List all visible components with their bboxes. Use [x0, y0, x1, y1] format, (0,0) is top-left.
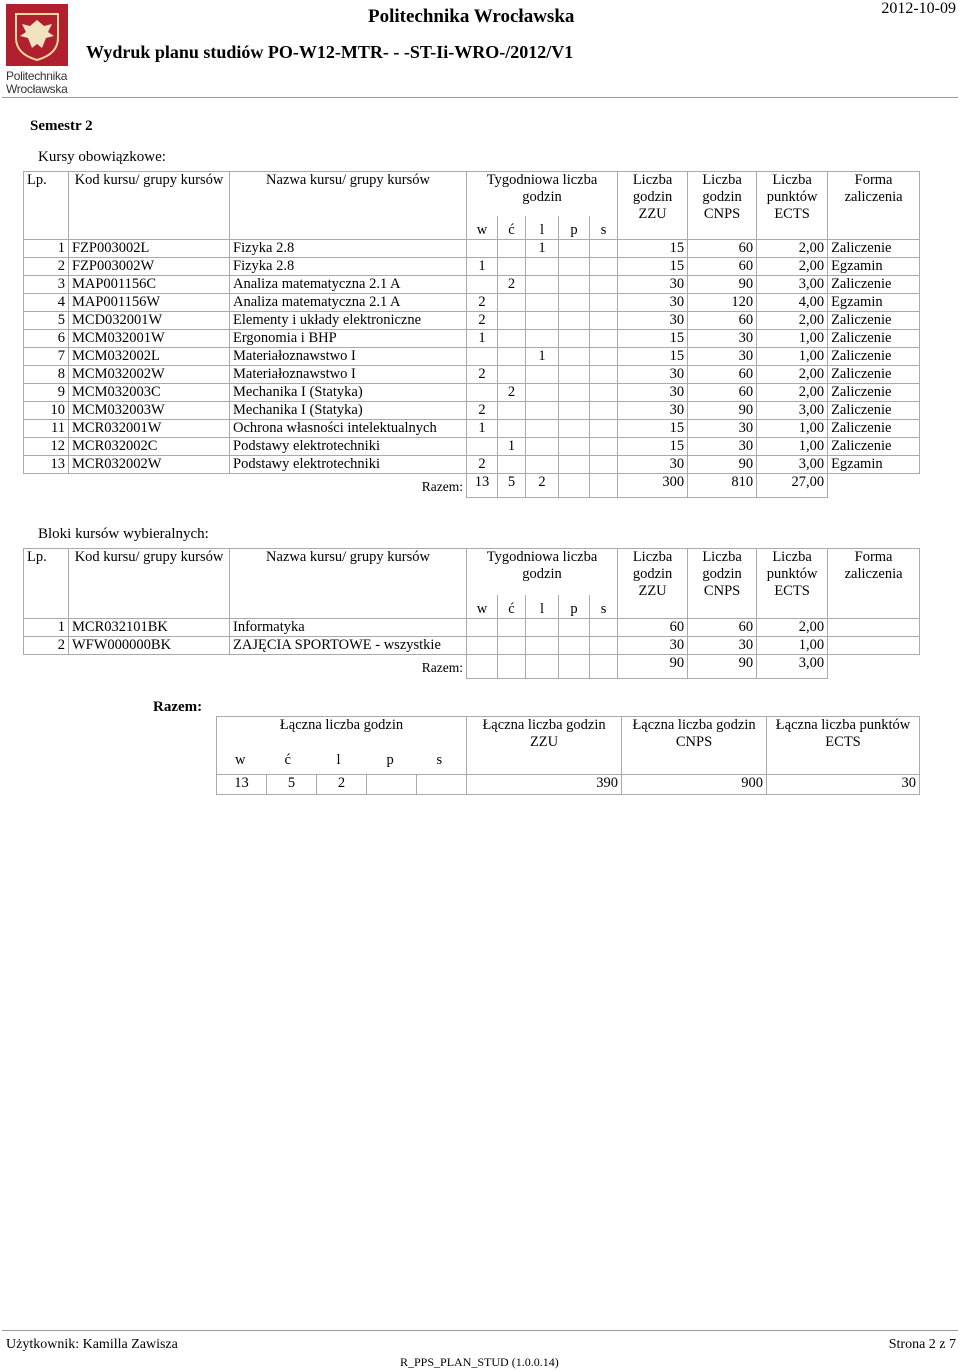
cell-code: MAP001156C [69, 276, 230, 294]
cell-zzu: 60 [618, 619, 688, 637]
cell-p [559, 312, 590, 330]
cell-w: 2 [467, 366, 498, 384]
logo-text: Politechnika Wrocławska [6, 69, 68, 96]
header-l: l [526, 595, 559, 619]
header-s: s [590, 216, 618, 240]
cell-zzu: 15 [618, 330, 688, 348]
cell-zzu: 30 [618, 384, 688, 402]
header-p: p [559, 216, 590, 240]
cell-code: MCM032003W [69, 402, 230, 420]
cell-l [526, 366, 559, 384]
mandatory-courses-table [23, 171, 920, 498]
cell-w: 1 [467, 420, 498, 438]
cell-cnps: 30 [688, 637, 757, 655]
summary-header-s: s [417, 747, 467, 775]
cell-c [498, 258, 526, 276]
cell-ects: 2,00 [757, 312, 828, 330]
cell-code: MCM032003C [69, 384, 230, 402]
cell-p [559, 420, 590, 438]
cell-p [559, 619, 590, 637]
cell-s [590, 276, 618, 294]
mandatory-section-title: Kursy obowiązkowe: [38, 149, 166, 165]
cell-cnps: 60 [688, 312, 757, 330]
table-row [24, 276, 920, 294]
cell-p [559, 402, 590, 420]
cell-zzu: 15 [618, 420, 688, 438]
totals-label: Razem: [421, 660, 463, 675]
cell-s [590, 438, 618, 456]
cell-w [467, 438, 498, 456]
cell-form: Zaliczenie [828, 348, 920, 366]
cell-p [559, 276, 590, 294]
cell-l [526, 258, 559, 276]
summary-value-zzu: 390 [467, 775, 622, 795]
total-p [559, 474, 590, 498]
cell-c: 2 [498, 276, 526, 294]
header-w: w [467, 216, 498, 240]
cell-zzu: 30 [618, 312, 688, 330]
header-zzu: Liczba godzin ZZU [618, 549, 688, 619]
cell-ects: 3,00 [757, 276, 828, 294]
cell-ects: 1,00 [757, 330, 828, 348]
cell-zzu: 30 [618, 637, 688, 655]
cell-form: Zaliczenie [828, 402, 920, 420]
summary-values-row [217, 775, 920, 795]
cell-p [559, 456, 590, 474]
table-row [24, 240, 920, 258]
footer-report-code: R_PPS_PLAN_STUD (1.0.0.14) [400, 1355, 559, 1369]
cell-s [590, 294, 618, 312]
cell-w: 1 [467, 330, 498, 348]
cell-ects: 1,00 [757, 420, 828, 438]
cell-cnps: 30 [688, 330, 757, 348]
cell-c [498, 294, 526, 312]
cell-l [526, 619, 559, 637]
print-date: 2012-10-09 [881, 0, 956, 17]
header-divider [2, 97, 958, 98]
cell-p [559, 384, 590, 402]
total-l: 2 [526, 474, 559, 498]
cell-s [590, 420, 618, 438]
cell-form: Zaliczenie [828, 438, 920, 456]
summary-header-ects: Łączna liczba punktów ECTS [767, 717, 920, 775]
summary-header-p: p [367, 747, 417, 775]
cell-p [559, 637, 590, 655]
header-form: Forma zaliczenia [828, 549, 920, 619]
cell-lp: 3 [24, 276, 69, 294]
cell-cnps: 60 [688, 619, 757, 637]
cell-p [559, 258, 590, 276]
cell-s [590, 312, 618, 330]
header-course-name: Nazwa kursu/ grupy kursów [230, 172, 467, 240]
cell-cnps: 30 [688, 348, 757, 366]
cell-code: FZP003002W [69, 258, 230, 276]
total-s [590, 655, 618, 679]
eagle-crest-icon [6, 4, 68, 66]
header-p: p [559, 595, 590, 619]
totals-label: Razem: [421, 479, 463, 494]
cell-s [590, 240, 618, 258]
cell-ects: 2,00 [757, 258, 828, 276]
cell-code: MCD032001W [69, 312, 230, 330]
cell-p [559, 240, 590, 258]
cell-form: Egzamin [828, 294, 920, 312]
cell-zzu: 30 [618, 456, 688, 474]
footer-user: Użytkownik: Kamilla Zawisza [6, 1337, 178, 1352]
cell-form: Zaliczenie [828, 240, 920, 258]
cell-zzu: 15 [618, 240, 688, 258]
cell-lp: 4 [24, 294, 69, 312]
header-zzu: Liczba godzin ZZU [618, 172, 688, 240]
header-c: ć [498, 595, 526, 619]
total-ects: 27,00 [757, 474, 828, 498]
cell-l [526, 420, 559, 438]
cell-p [559, 294, 590, 312]
cell-w [467, 637, 498, 655]
cell-lp: 9 [24, 384, 69, 402]
cell-zzu: 30 [618, 402, 688, 420]
cell-name: Fizyka 2.8 [230, 240, 467, 258]
cell-form [828, 637, 920, 655]
cell-lp: 6 [24, 330, 69, 348]
summary-value-cnps: 900 [622, 775, 767, 795]
summary-value-ects: 30 [767, 775, 920, 795]
cell-cnps: 90 [688, 456, 757, 474]
cell-c [498, 240, 526, 258]
summary-value-w: 13 [217, 775, 267, 795]
cell-ects: 2,00 [757, 619, 828, 637]
overall-summary-label: Razem: [153, 699, 203, 715]
header-c: ć [498, 216, 526, 240]
cell-w: 1 [467, 258, 498, 276]
cell-l [526, 276, 559, 294]
cell-s [590, 348, 618, 366]
cell-code: FZP003002L [69, 240, 230, 258]
cell-p [559, 330, 590, 348]
table-row [24, 312, 920, 330]
cell-ects: 1,00 [757, 438, 828, 456]
total-zzu: 90 [618, 655, 688, 679]
cell-name: Ergonomia i BHP [230, 330, 467, 348]
cell-s [590, 619, 618, 637]
total-c [498, 655, 526, 679]
total-cnps: 90 [688, 655, 757, 679]
summary-header-w: w [217, 747, 267, 775]
cell-cnps: 30 [688, 438, 757, 456]
header-l: l [526, 216, 559, 240]
cell-form: Zaliczenie [828, 366, 920, 384]
cell-name: Informatyka [230, 619, 467, 637]
cell-s [590, 637, 618, 655]
semester-title: Semestr 2 [30, 118, 93, 134]
total-w [467, 655, 498, 679]
table-row [24, 619, 920, 637]
cell-w [467, 276, 498, 294]
elective-blocks-table [23, 548, 920, 679]
cell-cnps: 30 [688, 420, 757, 438]
header-weekly-hours: Tygodniowa liczba godzin [467, 549, 618, 595]
cell-cnps: 120 [688, 294, 757, 312]
cell-lp: 5 [24, 312, 69, 330]
cell-cnps: 60 [688, 240, 757, 258]
cell-w: 2 [467, 312, 498, 330]
cell-form: Zaliczenie [828, 312, 920, 330]
cell-form [828, 619, 920, 637]
cell-l [526, 438, 559, 456]
overall-summary-table [216, 716, 920, 795]
cell-p [559, 438, 590, 456]
cell-ects: 1,00 [757, 637, 828, 655]
cell-code: MAP001156W [69, 294, 230, 312]
header-course-code: Kod kursu/ grupy kursów [69, 172, 230, 240]
summary-header-c: ć [267, 747, 317, 775]
cell-s [590, 258, 618, 276]
cell-name: Materiałoznawstwo I [230, 348, 467, 366]
total-ects: 3,00 [757, 655, 828, 679]
cell-c [498, 637, 526, 655]
table-row [24, 330, 920, 348]
totals-empty [828, 474, 920, 498]
cell-p [559, 348, 590, 366]
cell-zzu: 15 [618, 438, 688, 456]
cell-ects: 2,00 [757, 366, 828, 384]
cell-lp: 2 [24, 258, 69, 276]
header-course-name: Nazwa kursu/ grupy kursów [230, 549, 467, 619]
cell-name: Podstawy elektrotechniki [230, 438, 467, 456]
cell-c [498, 402, 526, 420]
cell-lp: 8 [24, 366, 69, 384]
total-cnps: 810 [688, 474, 757, 498]
total-s [590, 474, 618, 498]
cell-l [526, 456, 559, 474]
cell-code: MCR032101BK [69, 619, 230, 637]
table-row [24, 420, 920, 438]
cell-form: Zaliczenie [828, 330, 920, 348]
cell-l [526, 402, 559, 420]
cell-w: 2 [467, 402, 498, 420]
cell-w [467, 240, 498, 258]
cell-l: 1 [526, 348, 559, 366]
cell-s [590, 366, 618, 384]
table-row [24, 384, 920, 402]
cell-ects: 1,00 [757, 348, 828, 366]
cell-c: 2 [498, 384, 526, 402]
cell-c: 1 [498, 438, 526, 456]
cell-s [590, 384, 618, 402]
header-ects: Liczba punktów ECTS [757, 172, 828, 240]
cell-lp: 1 [24, 619, 69, 637]
cell-ects: 3,00 [757, 456, 828, 474]
cell-p [559, 366, 590, 384]
header-cnps: Liczba godzin CNPS [688, 172, 757, 240]
summary-value-l: 2 [317, 775, 367, 795]
table-row [24, 402, 920, 420]
cell-lp: 11 [24, 420, 69, 438]
total-p [559, 655, 590, 679]
cell-w: 2 [467, 456, 498, 474]
cell-c [498, 312, 526, 330]
cell-name: Analiza matematyczna 2.1 A [230, 294, 467, 312]
cell-c [498, 420, 526, 438]
cell-form: Egzamin [828, 456, 920, 474]
cell-name: Materiałoznawstwo I [230, 366, 467, 384]
summary-header-hours: Łączna liczba godzin [217, 717, 467, 747]
cell-cnps: 60 [688, 384, 757, 402]
header-cnps: Liczba godzin CNPS [688, 549, 757, 619]
summary-header-l: l [317, 747, 367, 775]
header-weekly-hours: Tygodniowa liczba godzin [467, 172, 618, 216]
summary-header-zzu: Łączna liczba godzin ZZU [467, 717, 622, 775]
cell-w [467, 348, 498, 366]
summary-value-s [417, 775, 467, 795]
cell-name: Ochrona własności intelektualnych [230, 420, 467, 438]
cell-code: MCM032002W [69, 366, 230, 384]
cell-zzu: 30 [618, 294, 688, 312]
cell-c [498, 348, 526, 366]
table-row [24, 366, 920, 384]
header-w: w [467, 595, 498, 619]
cell-name: Podstawy elektrotechniki [230, 456, 467, 474]
university-name: Politechnika Wrocławska [368, 6, 575, 27]
summary-value-c: 5 [267, 775, 317, 795]
table-row [24, 438, 920, 456]
table-header-row [24, 549, 920, 595]
cell-name: Analiza matematyczna 2.1 A [230, 276, 467, 294]
header-lp: Lp. [24, 172, 69, 240]
cell-ects: 2,00 [757, 240, 828, 258]
cell-cnps: 60 [688, 258, 757, 276]
totals-empty [828, 655, 920, 679]
total-zzu: 300 [618, 474, 688, 498]
table-row [24, 637, 920, 655]
cell-name: ZAJĘCIA SPORTOWE - wszystkie [230, 637, 467, 655]
cell-l [526, 294, 559, 312]
footer-divider [2, 1330, 958, 1331]
cell-s [590, 402, 618, 420]
cell-ects: 3,00 [757, 402, 828, 420]
cell-lp: 2 [24, 637, 69, 655]
total-l [526, 655, 559, 679]
cell-zzu: 15 [618, 258, 688, 276]
summary-header-cnps: Łączna liczba godzin CNPS [622, 717, 767, 775]
cell-code: MCR032002C [69, 438, 230, 456]
university-logo [4, 4, 70, 96]
total-w: 13 [467, 474, 498, 498]
cell-l [526, 330, 559, 348]
cell-code: MCR032002W [69, 456, 230, 474]
cell-zzu: 30 [618, 366, 688, 384]
cell-name: Mechanika I (Statyka) [230, 402, 467, 420]
cell-w [467, 384, 498, 402]
cell-lp: 10 [24, 402, 69, 420]
summary-value-p [367, 775, 417, 795]
electives-section-title: Bloki kursów wybieralnych: [38, 526, 209, 542]
cell-c [498, 456, 526, 474]
cell-form: Zaliczenie [828, 420, 920, 438]
header-lp: Lp. [24, 549, 69, 619]
cell-w: 2 [467, 294, 498, 312]
cell-code: MCM032002L [69, 348, 230, 366]
cell-lp: 13 [24, 456, 69, 474]
cell-c [498, 619, 526, 637]
footer-page-number: Strona 2 z 7 [888, 1337, 956, 1352]
cell-s [590, 330, 618, 348]
total-c: 5 [498, 474, 526, 498]
cell-lp: 1 [24, 240, 69, 258]
cell-form: Zaliczenie [828, 384, 920, 402]
header-course-code: Kod kursu/ grupy kursów [69, 549, 230, 619]
cell-form: Zaliczenie [828, 276, 920, 294]
summary-header-row [217, 717, 920, 747]
cell-lp: 12 [24, 438, 69, 456]
table-row [24, 294, 920, 312]
header-ects: Liczba punktów ECTS [757, 549, 828, 619]
table-row [24, 258, 920, 276]
cell-lp: 7 [24, 348, 69, 366]
cell-c [498, 366, 526, 384]
cell-ects: 4,00 [757, 294, 828, 312]
cell-code: MCR032001W [69, 420, 230, 438]
cell-cnps: 90 [688, 276, 757, 294]
header-s: s [590, 595, 618, 619]
totals-row [24, 474, 920, 498]
cell-l [526, 312, 559, 330]
cell-form: Egzamin [828, 258, 920, 276]
table-header-row [24, 172, 920, 216]
cell-name: Mechanika I (Statyka) [230, 384, 467, 402]
table-row [24, 456, 920, 474]
cell-zzu: 30 [618, 276, 688, 294]
cell-cnps: 90 [688, 402, 757, 420]
cell-name: Elementy i układy elektroniczne [230, 312, 467, 330]
cell-cnps: 60 [688, 366, 757, 384]
document-title: Wydruk planu studiów PO-W12-MTR- - -ST-Ii-WRO-/2012/V1 [86, 42, 574, 62]
table-row [24, 348, 920, 366]
cell-w [467, 619, 498, 637]
cell-code: MCM032001W [69, 330, 230, 348]
cell-l [526, 637, 559, 655]
cell-s [590, 456, 618, 474]
header-form: Forma zaliczenia [828, 172, 920, 240]
cell-zzu: 15 [618, 348, 688, 366]
cell-code: WFW000000BK [69, 637, 230, 655]
cell-l [526, 384, 559, 402]
totals-row [24, 655, 920, 679]
cell-name: Fizyka 2.8 [230, 258, 467, 276]
cell-l: 1 [526, 240, 559, 258]
cell-c [498, 330, 526, 348]
cell-ects: 2,00 [757, 384, 828, 402]
